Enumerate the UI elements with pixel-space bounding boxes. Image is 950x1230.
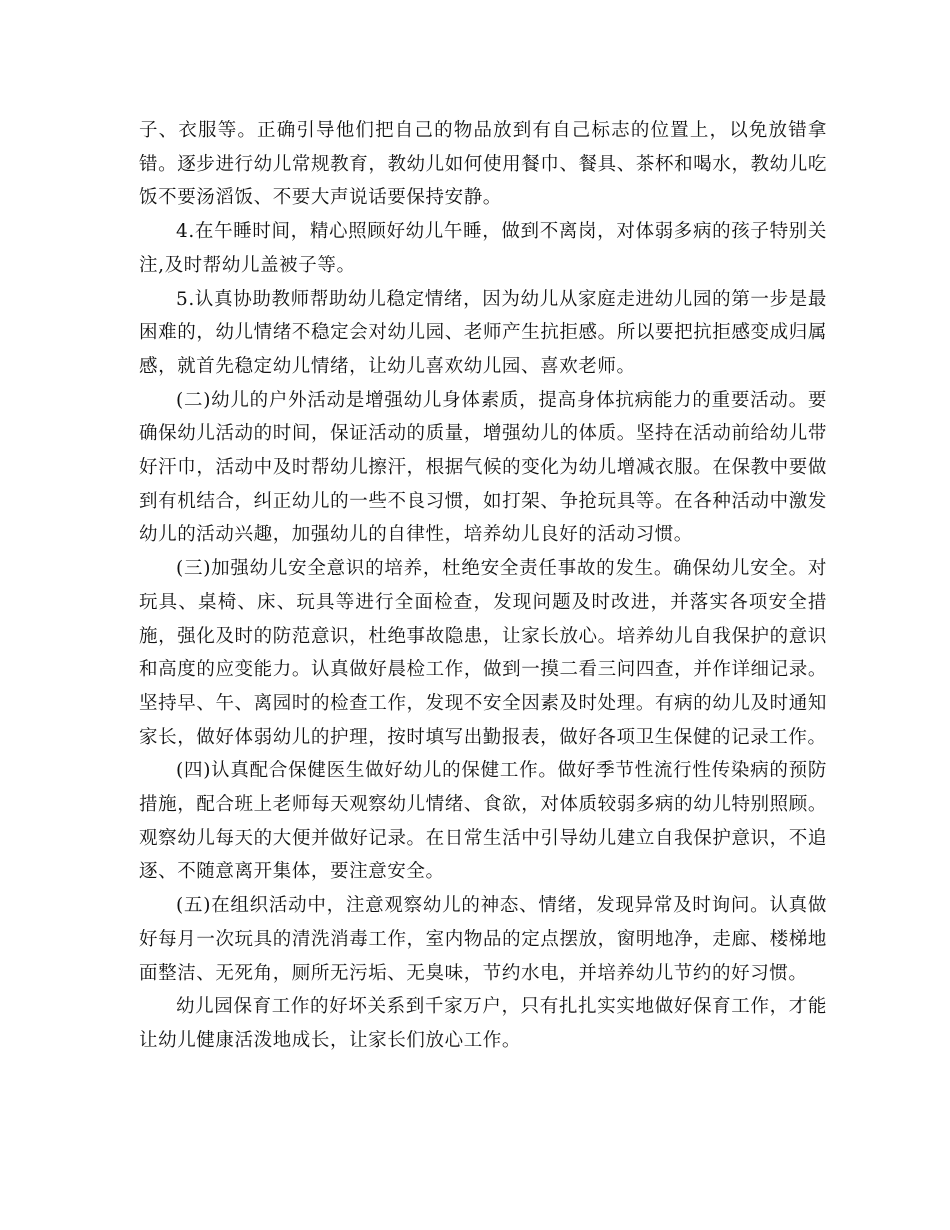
paragraph-item-4: 4.在午睡时间，精心照顾好幼儿午睡，做到不离岗，对体弱多病的孩子特别关注,及时帮幼儿盖被子等。 xyxy=(139,221,827,276)
paragraph-conclusion: 幼儿园保育工作的好坏关系到千家万户，只有扎扎实实地做好保育工作，才能让幼儿健康活泼地成长，让家长们放心工作。 xyxy=(139,996,827,1051)
paragraph-continuation: 子、衣服等。正确引导他们把自己的物品放到有自己标志的位置上，以免放错拿错。逐步进行幼儿常规教育，教幼儿如何使用餐巾、餐具、茶杯和喝水，教幼儿吃饭不要汤滔饭、不要大声说话要保持安静。 xyxy=(139,120,827,209)
paragraph-item-5: 5.认真协助教师帮助幼儿稳定情绪，因为幼儿从家庭走进幼儿园的第一步是最困难的，幼儿情绪不稳定会对幼儿园、老师产生抗拒感。所以要把抗拒感变成归属感，就首先稳定幼儿情绪，让幼儿喜欢幼儿园、喜欢老师。 xyxy=(139,288,827,377)
document-body xyxy=(139,114,827,1058)
paragraph-section-4: (四)认真配合保健医生做好幼儿的保健工作。做好季节性流行性传染病的预防措施，配合班上老师每天观察幼儿情绪、食欲，对体质较弱多病的幼儿特别照顾。观察幼儿每天的大便并做好记录。在日常生活中引导幼儿建立自我保护意识，不追逐、不随意离开集体，要注意安全。 xyxy=(139,760,827,883)
paragraph-section-3: (三)加强幼儿安全意识的培养，杜绝安全责任事故的发生。确保幼儿安全。对玩具、桌椅、床、玩具等进行全面检查，发现问题及时改进，并落实各项安全措施，强化及时的防范意识，杜绝事故隐患，让家长放心。培养幼儿自我保护的意识和高度的应变能力。认真做好晨检工作，做到一摸二看三问四查，并作详细记录。坚持早、午、离园时的检查工作，发现不安全因素及时处理。有病的幼儿及时通知家长，做好体弱幼儿的护理，按时填写出勤报表，做好各项卫生保健的记录工作。 xyxy=(139,558,827,748)
paragraph-section-5: (五)在组织活动中，注意观察幼儿的神态、情绪，发现异常及时询问。认真做好每月一次玩具的清洗消毒工作，室内物品的定点摆放，窗明地净，走廊、楼梯地面整洁、无死角，厕所无污垢、无臭味，节约水电，并培养幼儿节约的好习惯。 xyxy=(139,895,827,984)
paragraph-section-2: (二)幼儿的户外活动是增强幼儿身体素质，提高身体抗病能力的重要活动。要确保幼儿活动的时间，保证活动的质量，增强幼儿的体质。坚持在活动前给幼儿带好汗巾，活动中及时帮幼儿擦汗，根据气候的变化为幼儿增减衣服。在保教中要做到有机结合，纠正幼儿的一些不良习惯，如打架、争抢玩具等。在各种活动中激发幼儿的活动兴趣，加强幼儿的自律性，培养幼儿良好的活动习惯。 xyxy=(139,389,827,546)
